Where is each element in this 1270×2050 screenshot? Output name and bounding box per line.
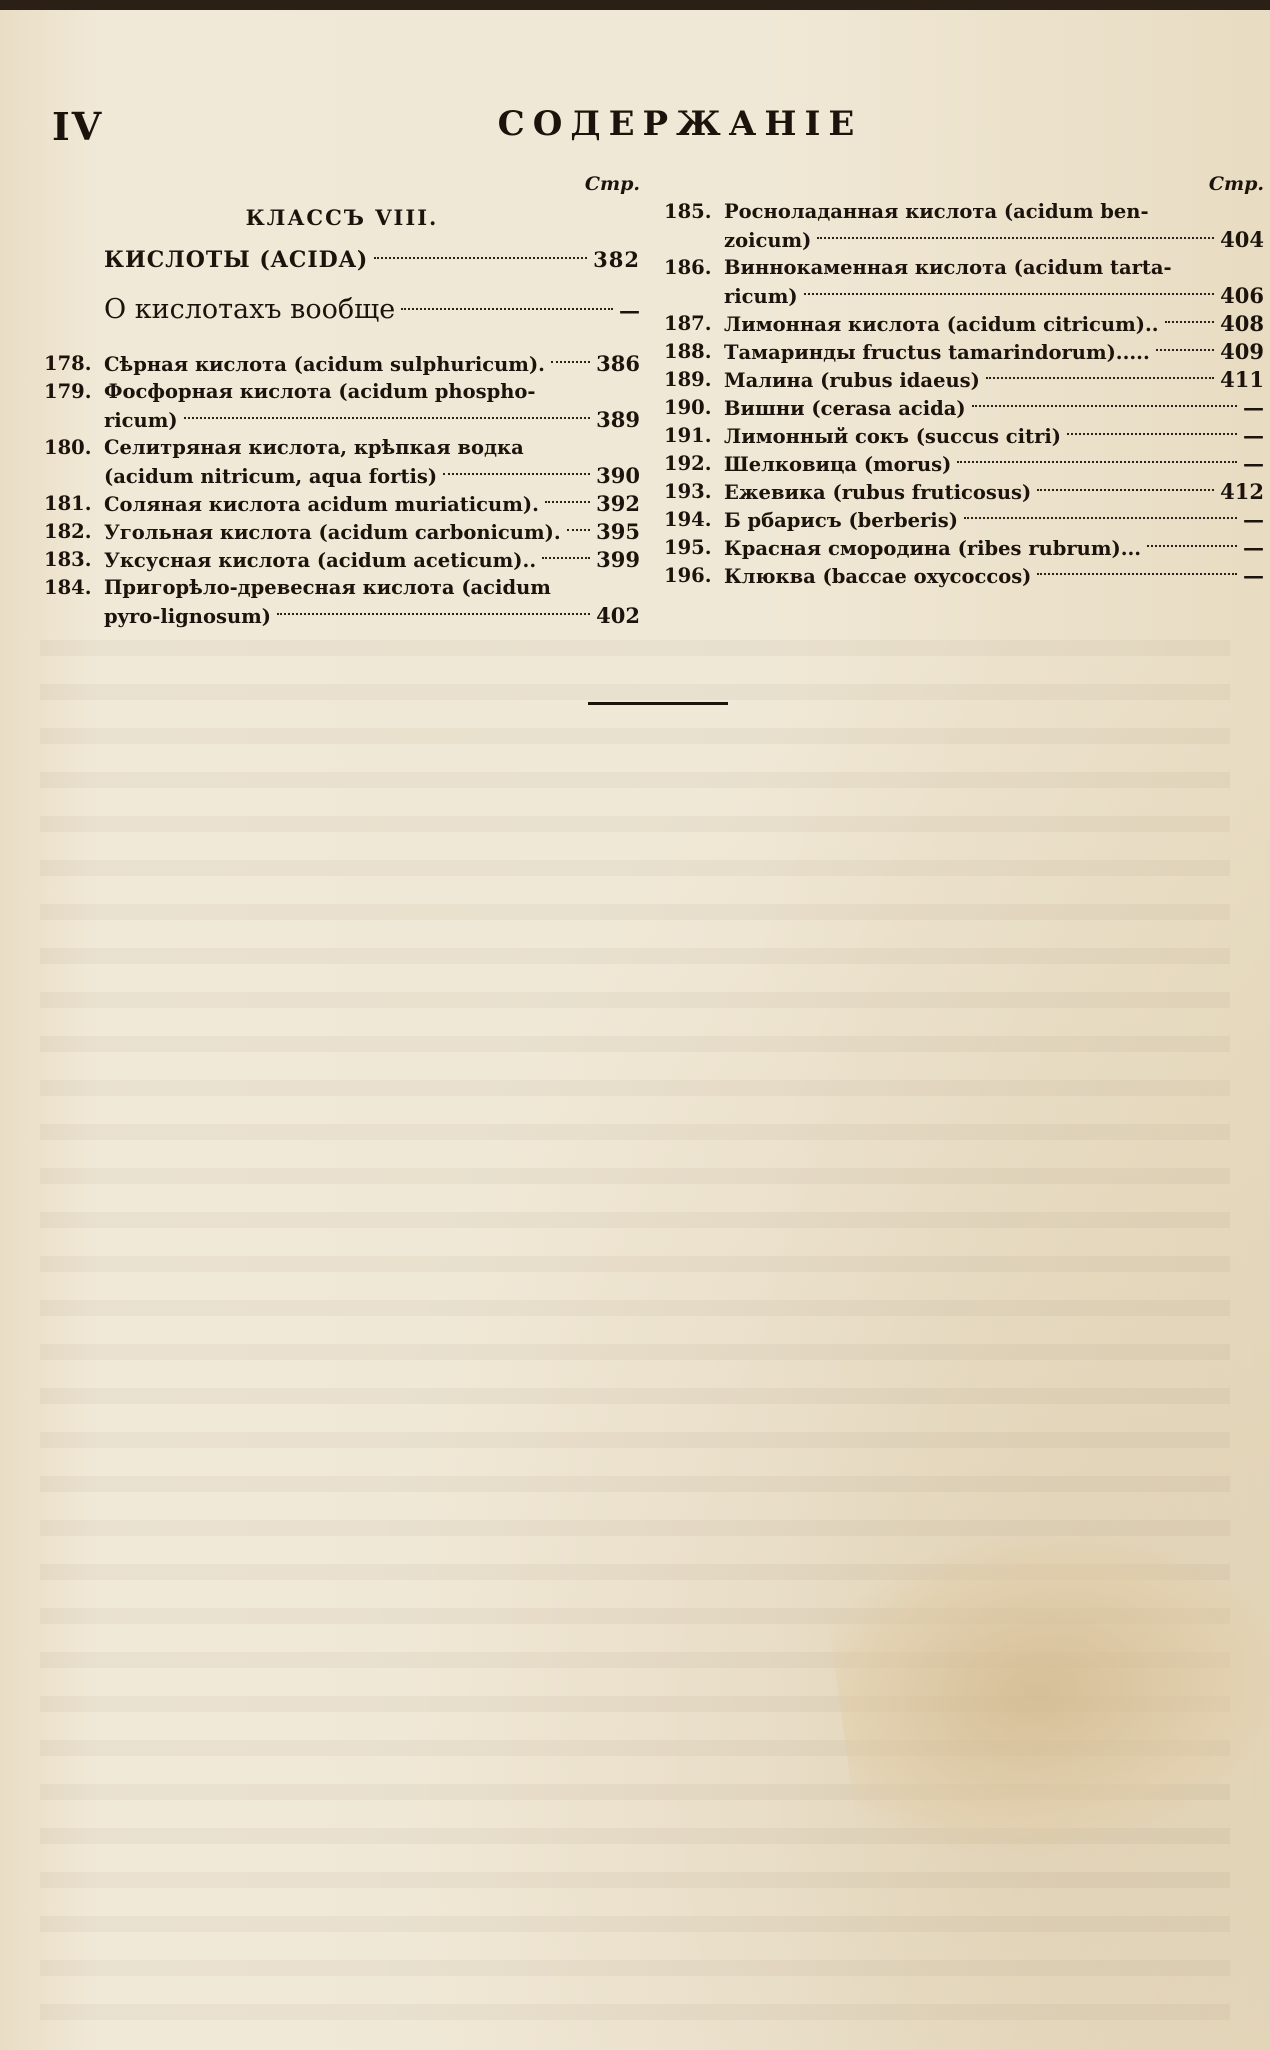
page-number: IV <box>52 104 104 149</box>
entry-line <box>104 490 640 518</box>
entry-number: 178. <box>44 352 92 375</box>
entry-text: Сѣрная кислота (acidum sulphuricum). <box>104 353 545 376</box>
toc-entry <box>664 198 1264 254</box>
entry-text: ricum) <box>724 285 798 308</box>
entry-number: 186. <box>664 256 712 279</box>
leader-dots <box>551 361 590 363</box>
entry-text: Селитряная кислота, крѣпкая водка <box>104 436 524 459</box>
entry-line <box>724 226 1264 254</box>
toc-entry <box>664 534 1264 562</box>
toc-entry <box>44 518 640 546</box>
subsection-label: О кислотахъ вообще <box>104 294 396 325</box>
page-column-label: Стр. <box>1208 173 1264 195</box>
entry-line <box>104 406 640 434</box>
leader-dots <box>804 293 1215 295</box>
entry-line <box>724 338 1264 366</box>
entry-line <box>724 394 1264 422</box>
leader-dots <box>1067 433 1237 435</box>
leader-dots <box>1156 349 1214 351</box>
class-title: КЛАССЪ VIII. <box>245 205 439 230</box>
entry-text: Лимонный сокъ (succus citri) <box>724 425 1061 448</box>
toc-entry <box>664 422 1264 450</box>
entry-number: 179. <box>44 380 92 403</box>
paper-stain <box>820 1501 1270 1879</box>
left-column <box>44 170 640 630</box>
entry-text: Пригорѣло-древесная кислота (acidum <box>104 576 551 599</box>
entry-line <box>104 462 640 490</box>
toc-entry <box>664 310 1264 338</box>
entry-number: 182. <box>44 520 92 543</box>
entry-text: zoicum) <box>724 229 812 252</box>
entry-page: 392 <box>596 491 640 516</box>
entry-number: 193. <box>664 480 712 503</box>
leader-dots <box>542 557 590 559</box>
entry-line <box>104 602 640 630</box>
entry-page: — <box>1243 563 1264 588</box>
entry-number: 195. <box>664 536 712 559</box>
toc-entry <box>44 378 640 434</box>
entry-page: 389 <box>596 407 640 432</box>
entry-text: Росноладанная кислота (acidum ben- <box>724 200 1149 223</box>
toc-entry <box>44 546 640 574</box>
entry-line <box>724 198 1264 226</box>
entry-number: 188. <box>664 340 712 363</box>
entry-page: — <box>1243 507 1264 532</box>
section-label: КИСЛОТЫ (ACIDA) <box>104 247 369 273</box>
entry-text: Шелковица (morus) <box>724 453 952 476</box>
toc-entry <box>664 478 1264 506</box>
entry-line <box>724 450 1264 478</box>
entry-text: (acidum nitricum, aqua fortis) <box>104 465 438 488</box>
entry-line <box>104 574 640 602</box>
entry-text: Б рбарисъ (berberis) <box>724 509 958 532</box>
toc-entry <box>44 490 640 518</box>
entry-text: pyro-lignosum) <box>104 605 271 628</box>
leader-dots <box>277 613 590 615</box>
entry-text: Лимонная кислота (acidum citricum).. <box>724 313 1159 336</box>
leader-dots <box>184 417 591 419</box>
entry-text: Малина (rubus idaeus) <box>724 369 980 392</box>
entry-line <box>104 378 640 406</box>
entry-line <box>724 562 1264 590</box>
leader-dots <box>1037 573 1237 575</box>
entry-line <box>724 254 1264 282</box>
entry-page: — <box>1243 451 1264 476</box>
leader-dots <box>374 257 587 259</box>
toc-entry <box>44 350 640 378</box>
entry-line <box>724 282 1264 310</box>
entry-text: ricum) <box>104 409 178 432</box>
entry-page: 409 <box>1220 339 1264 364</box>
leader-dots <box>1147 545 1237 547</box>
toc-entry <box>664 394 1264 422</box>
leader-dots <box>817 237 1214 239</box>
entry-text: Виннокаменная кислота (acidum tarta- <box>724 256 1172 279</box>
entry-text: Красная смородина (ribes rubrum)... <box>724 537 1142 560</box>
leader-dots <box>443 473 590 475</box>
entry-text: Уксусная кислота (acidum aceticum).. <box>104 549 537 572</box>
entry-number: 181. <box>44 492 92 515</box>
entry-text: Тамаринды fructus tamarindorum)..... <box>724 341 1150 364</box>
page-column-label: Стр. <box>584 173 640 195</box>
entry-number: 185. <box>664 200 712 223</box>
toc-entry <box>664 338 1264 366</box>
entry-line <box>104 434 640 462</box>
entry-text: Вишни (cerasa acida) <box>724 397 966 420</box>
toc-entry <box>44 574 640 630</box>
entry-line <box>104 350 640 378</box>
entry-number: 190. <box>664 396 712 419</box>
entry-number: 191. <box>664 424 712 447</box>
subsection-page: — <box>619 298 640 323</box>
entry-page: 406 <box>1220 283 1264 308</box>
entry-line <box>724 534 1264 562</box>
toc-entry <box>664 450 1264 478</box>
toc-entry <box>664 562 1264 590</box>
entry-text: Фосфорная кислота (acidum phospho- <box>104 380 536 403</box>
entry-page: 411 <box>1220 367 1264 392</box>
entry-page: 390 <box>596 463 640 488</box>
entry-number: 192. <box>664 452 712 475</box>
entry-text: Угольная кислота (acidum carbonicum). <box>104 521 561 544</box>
leader-dots <box>401 308 613 310</box>
entry-page: — <box>1243 423 1264 448</box>
entry-number: 189. <box>664 368 712 391</box>
entry-page: 395 <box>596 519 640 544</box>
entry-page: — <box>1243 395 1264 420</box>
toc-entry <box>664 506 1264 534</box>
page-title: СОДЕРЖАНІЕ <box>497 104 863 144</box>
entry-text: Клюква (baccae oxycoccos) <box>724 565 1032 588</box>
entry-text: Ежевика (rubus fruticosus) <box>724 481 1032 504</box>
right-entry-list <box>664 198 1264 590</box>
leader-dots <box>1165 321 1215 323</box>
left-entry-list <box>44 350 640 630</box>
entry-line <box>724 506 1264 534</box>
entry-line <box>724 478 1264 506</box>
entry-line <box>104 518 640 546</box>
leader-dots <box>1037 489 1214 491</box>
entry-page: 408 <box>1220 311 1264 336</box>
leader-dots <box>567 529 591 531</box>
entry-number: 187. <box>664 312 712 335</box>
entry-page: 399 <box>596 547 640 572</box>
entry-page: 402 <box>596 603 640 628</box>
section-entry <box>44 238 640 282</box>
entry-number: 194. <box>664 508 712 531</box>
toc-entry <box>44 434 640 490</box>
leader-dots <box>545 501 590 503</box>
entry-number: 183. <box>44 548 92 571</box>
right-column <box>664 170 1264 590</box>
entry-page: 386 <box>596 351 640 376</box>
entry-line <box>104 546 640 574</box>
entry-number: 180. <box>44 436 92 459</box>
entry-number: 184. <box>44 576 92 599</box>
entry-number: 196. <box>664 564 712 587</box>
leader-dots <box>986 377 1214 379</box>
entry-page: 412 <box>1220 479 1264 504</box>
section-divider <box>588 702 728 705</box>
entry-page: 404 <box>1220 227 1264 252</box>
entry-line <box>724 310 1264 338</box>
subsection-entry <box>44 282 640 338</box>
toc-entry <box>664 366 1264 394</box>
section-page: 382 <box>593 247 640 272</box>
leader-dots <box>957 461 1237 463</box>
leader-dots <box>964 517 1237 519</box>
entry-text: Соляная кислота acidum muriaticum). <box>104 493 539 516</box>
entry-page: — <box>1243 535 1264 560</box>
top-edge <box>0 0 1270 10</box>
leader-dots <box>972 405 1237 407</box>
toc-entry <box>664 254 1264 310</box>
entry-line <box>724 422 1264 450</box>
entry-line <box>724 366 1264 394</box>
